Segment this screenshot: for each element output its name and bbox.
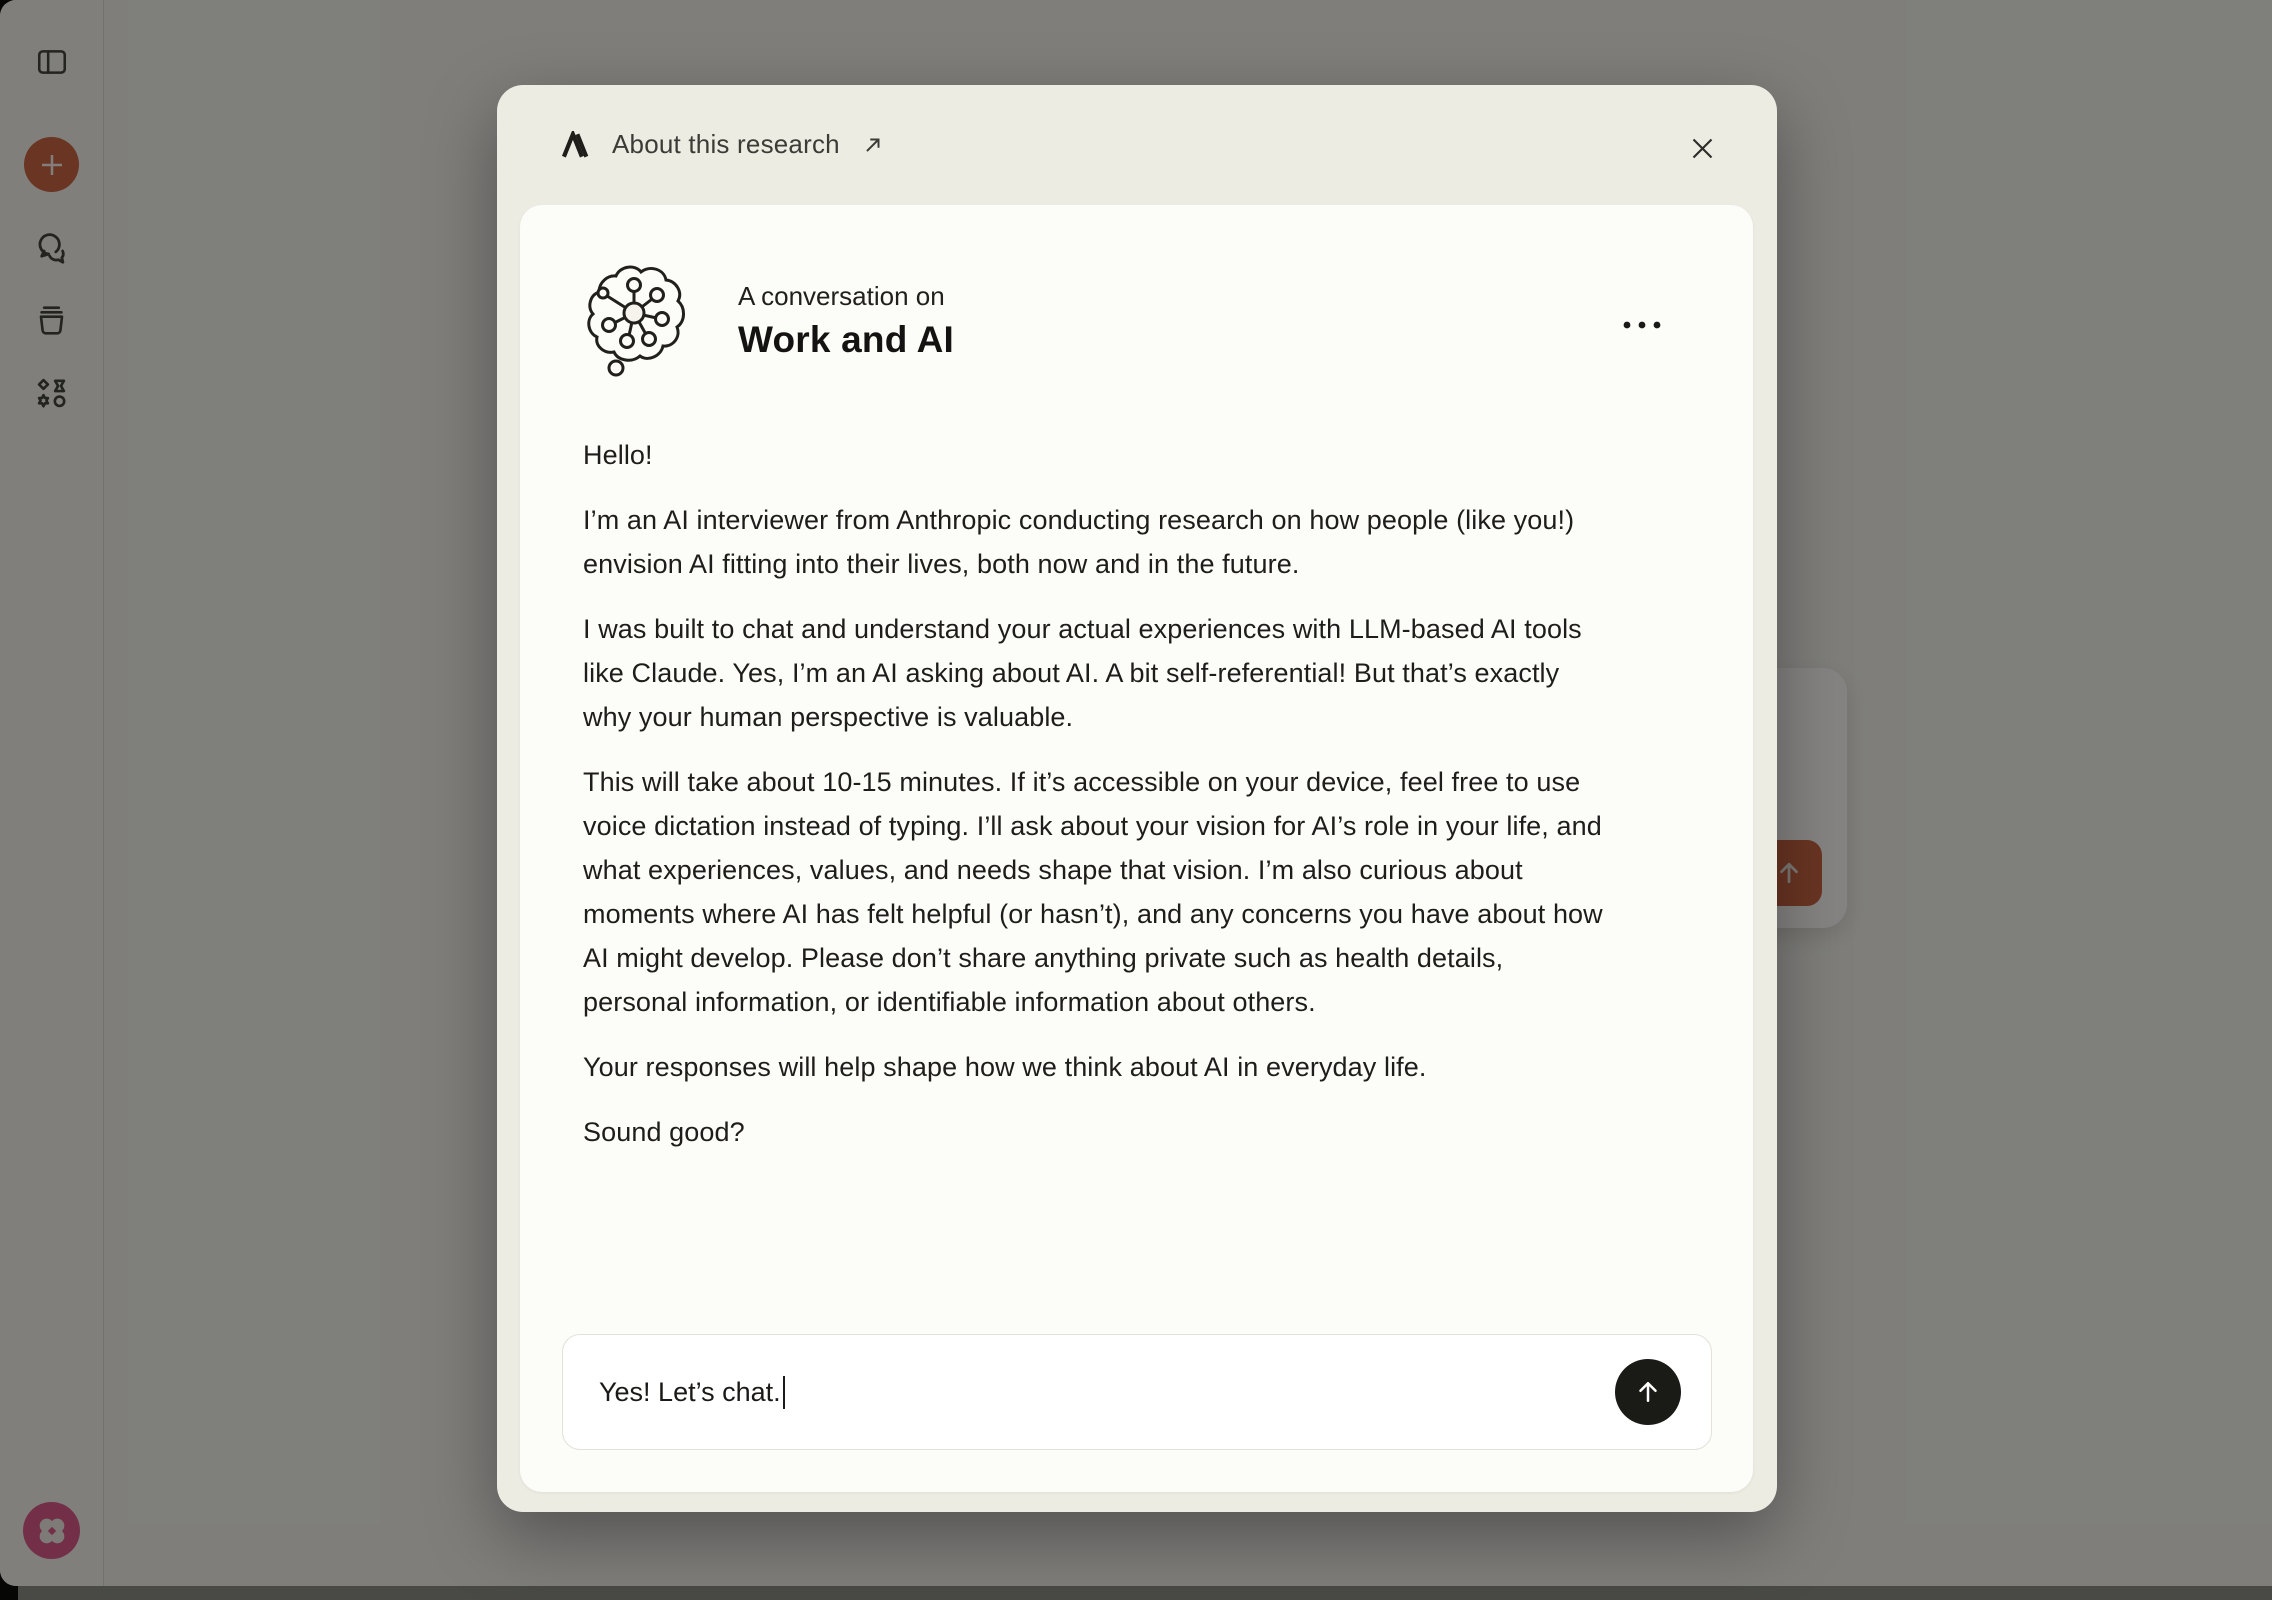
card-title: Work and AI <box>738 319 954 360</box>
send-button[interactable] <box>1615 1359 1681 1425</box>
up-arrow-icon <box>1633 1377 1663 1407</box>
close-button[interactable] <box>1686 132 1718 164</box>
intro-paragraph: Hello! <box>583 440 653 470</box>
intro-paragraph: Your responses will help shape how we think about AI in everyday life. <box>583 1052 1427 1082</box>
about-research-link[interactable] <box>560 129 884 160</box>
intro-paragraph: Sound good? <box>583 1117 745 1147</box>
message-input-value: Yes! Let’s chat. <box>599 1376 781 1407</box>
research-intro-card <box>520 205 1753 1492</box>
intro-paragraph: I’m an AI interviewer from Anthropic conducting research on how people (like you!) envision AI fitting into their lives, both now and in the future. <box>583 505 1575 579</box>
intro-paragraph: I was built to chat and understand your actual experiences with LLM-based AI tools like Claude. Yes, I’m an AI asking about AI. A bit self-referential! But that’s exactly why your human perspective is valuable. <box>583 614 1582 732</box>
card-heading <box>738 281 954 361</box>
modal-header <box>497 85 1777 205</box>
close-x-icon <box>1689 135 1716 162</box>
card-eyebrow: A conversation on <box>738 281 945 311</box>
intro-paragraphs <box>583 433 1613 1175</box>
message-input[interactable] <box>562 1334 1712 1450</box>
thought-bubble-network-icon <box>580 261 690 382</box>
about-research-label: About this research <box>612 129 840 159</box>
about-research-modal <box>497 85 1777 1512</box>
text-cursor <box>783 1376 785 1409</box>
ellipsis-icon <box>1619 319 1665 331</box>
intro-paragraph: This will take about 10-15 minutes. If it’s accessible on your device, feel free to use voice dictation instead of typing. I’ll ask about your vision for AI’s role in your life, and what experiences, values, and needs shape that vision. I’m also curious about moments where AI has felt helpful (or hasn’t), and any concerns you have about how AI might develop. Please don’t share anything private such as health details, personal information, or identifiable information about others. <box>583 767 1603 1017</box>
arrow-up-right-icon <box>862 134 884 156</box>
overflow-menu-button[interactable] <box>1619 313 1665 337</box>
anthropic-logomark-icon <box>560 131 590 159</box>
